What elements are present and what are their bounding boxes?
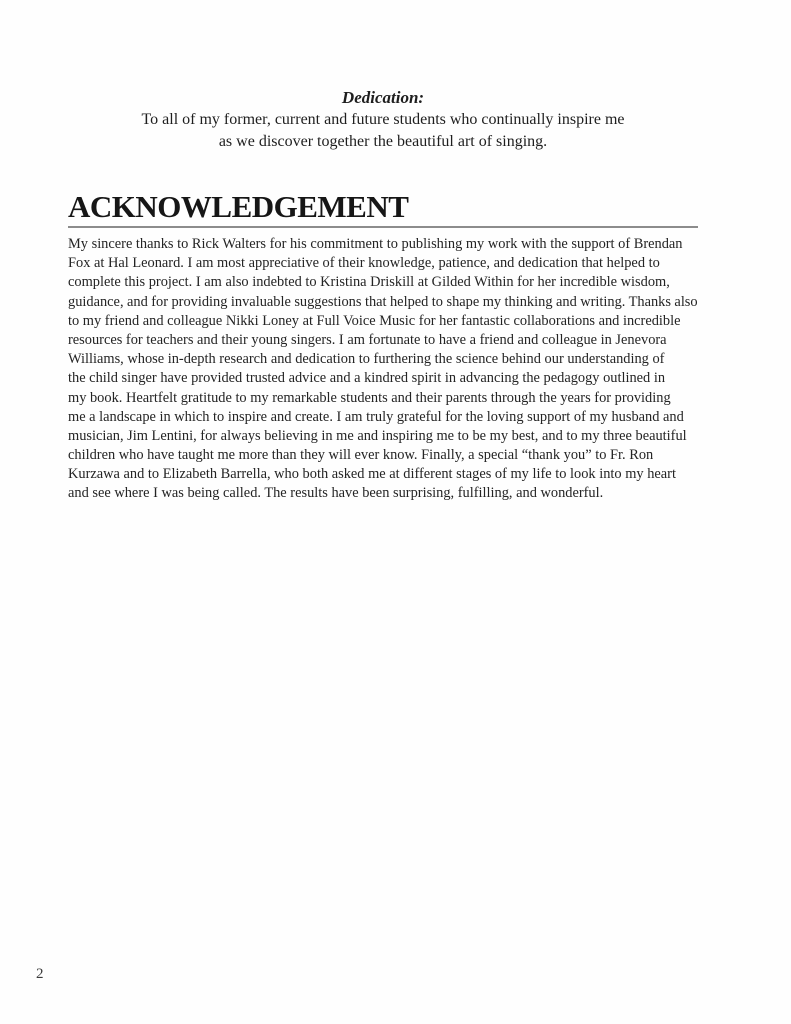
paragraph-line: me a landscape in which to inspire and create. I am truly grateful for the loving support of my husband and — [68, 408, 684, 425]
paragraph-line: to my friend and colleague Nikki Loney at Full Voice Music for her fantastic collaborations and incredible — [68, 312, 681, 329]
page-number: 2 — [36, 966, 44, 982]
paragraph-line: Fox at Hal Leonard. I am most appreciative of their knowledge, patience, and dedication that helped to — [68, 255, 660, 272]
paragraph-line: guidance, and for providing invaluable suggestions that helped to shape my thinking and writing. Thanks also — [68, 293, 698, 310]
dedication-line: To all of my former, current and future students who continually inspire me — [141, 111, 625, 128]
paragraph-line: complete this project. I am also indebted to Kristina Driskill at Gilded Within for her incredible wisdom, — [68, 274, 670, 291]
paragraph-line: My sincere thanks to Rick Walters for his commitment to publishing my work with the support of Brendan — [68, 236, 683, 252]
dedication-line: as we discover together the beautiful art of singing. — [218, 133, 548, 150]
dedication-title: Dedication: — [341, 88, 425, 107]
paragraph-line: the child singer have provided trusted advice and a kindred spirit in advancing the pedagogy outlined in — [68, 370, 666, 387]
paragraph-line: my book. Heartfelt gratitude to my remarkable students and their parents through the years for providing — [68, 389, 671, 406]
dedication-lines — [68, 109, 698, 153]
acknowledgement-section — [68, 190, 698, 504]
heading-rule — [68, 226, 698, 228]
paragraph-line: Kurzawa and to Elizabeth Barrella, who both asked me at different stages of my life to look into my heart — [68, 466, 676, 483]
paragraph-line: Williams, whose in-depth research and dedication to furthering the science behind our understanding of — [68, 351, 665, 368]
dedication-block — [68, 86, 698, 153]
acknowledgement-heading: ACKNOWLEDGEMENT — [68, 189, 409, 224]
paragraph-line: children who have taught me more than they will ever know. Finally, a special “thank you” to Fr. Ron — [68, 447, 654, 464]
paragraph-line: and see where I was being called. The results have been surprising, fulfilling, and wonderful. — [68, 485, 604, 502]
paragraph-line: resources for teachers and their young singers. I am fortunate to have a friend and colleague in Jenevora — [68, 331, 667, 348]
paragraph-line: musician, Jim Lentini, for always believing in me and inspiring me to be my best, and to my three beautiful — [68, 427, 687, 444]
acknowledgement-paragraph — [68, 235, 698, 504]
